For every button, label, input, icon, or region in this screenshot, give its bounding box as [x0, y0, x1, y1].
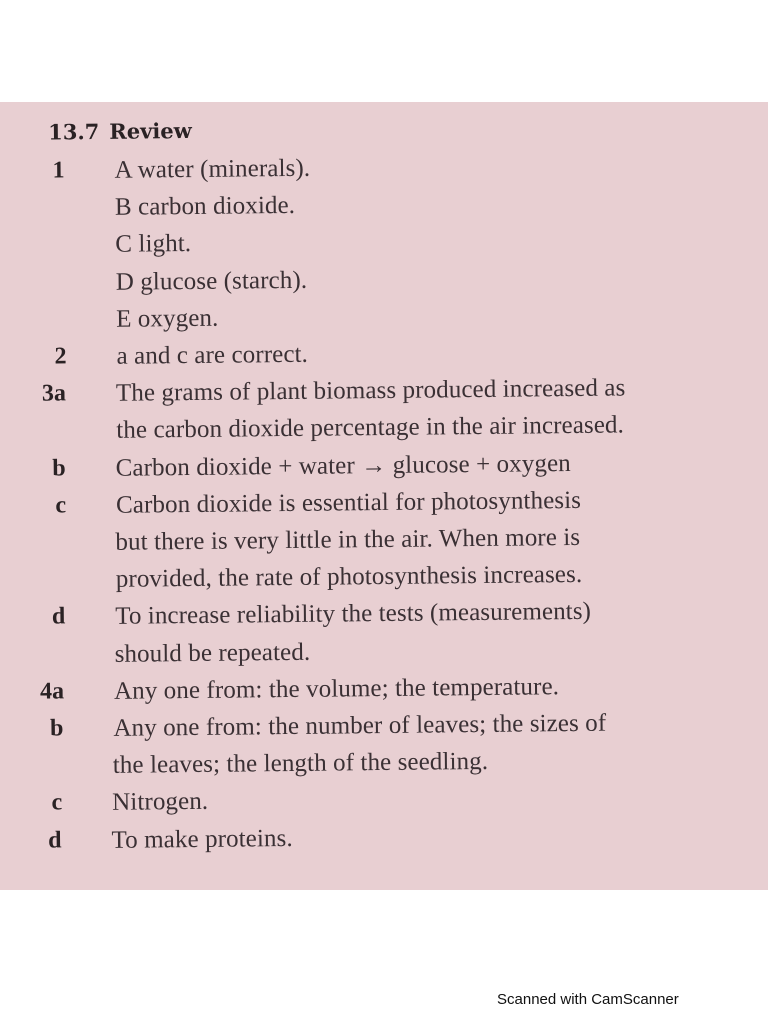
review-heading — [48, 118, 192, 145]
answer-label: 3a — [41, 380, 67, 407]
answer-line: should be repeated. — [114, 638, 311, 668]
answer-line: C light. — [115, 230, 192, 259]
scanner-watermark: Scanned with CamScanner — [497, 991, 679, 1008]
review-content — [0, 102, 768, 890]
answer-line: Nitrogen. — [112, 788, 209, 817]
answer-line: Any one from: the volume; the temperature. — [113, 672, 560, 705]
answer-line: The grams of plant biomass produced increased as — [115, 374, 626, 407]
answer-label: b — [49, 715, 64, 742]
review-title: Review — [109, 117, 192, 144]
answer-line: E oxygen. — [115, 304, 219, 333]
answer-line: A water (minerals). — [114, 154, 311, 184]
answer-label: 1 — [52, 157, 65, 184]
answer-label: d — [51, 603, 66, 630]
answer-label: 4a — [39, 678, 65, 705]
answer-line: B carbon dioxide. — [114, 192, 296, 221]
answer-line: the leaves; the length of the seedling. — [112, 748, 489, 780]
answer-line: Carbon dioxide is essential for photosynthesis — [115, 486, 582, 519]
answer-line: a and c are correct. — [116, 340, 309, 370]
answer-line: Carbon dioxide + water → glucose + oxygen — [115, 449, 571, 482]
answer-label: c — [51, 789, 63, 816]
answer-line: but there is very little in the air. When more is — [115, 523, 581, 556]
answer-line: provided, the rate of photosynthesis increases. — [115, 561, 583, 593]
answer-line: D glucose (starch). — [115, 266, 308, 296]
answer-line: To increase reliability the tests (measurements) — [115, 598, 592, 631]
answer-label: 2 — [54, 343, 67, 370]
answer-line: To make proteins. — [111, 824, 293, 854]
review-number: 13.7 — [48, 118, 100, 145]
answer-label: b — [52, 454, 66, 482]
answer-label: c — [55, 492, 67, 519]
answer-line: Any one from: the number of leaves; the sizes of — [113, 709, 607, 742]
scanned-page — [0, 102, 768, 890]
answer-label: d — [48, 826, 62, 854]
answer-line: the carbon dioxide percentage in the air increased. — [116, 411, 625, 445]
